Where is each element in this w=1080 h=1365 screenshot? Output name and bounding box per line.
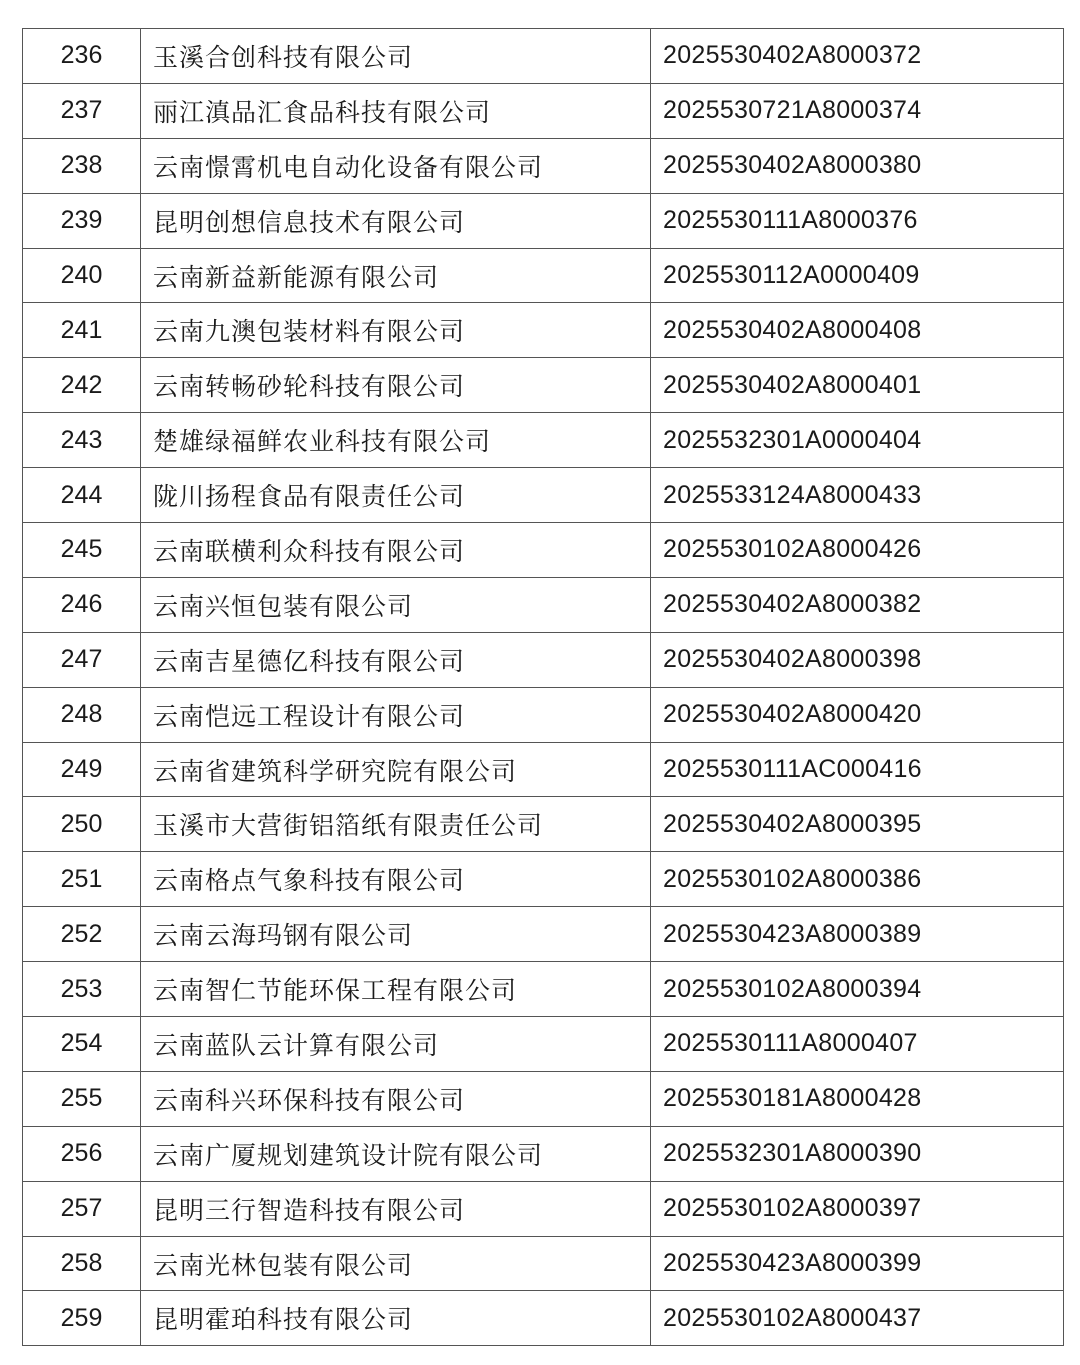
row-number: 245 — [23, 523, 141, 578]
row-number: 241 — [23, 303, 141, 358]
row-number: 236 — [23, 29, 141, 84]
company-name: 昆明三行智造科技有限公司 — [141, 1181, 651, 1236]
table-row — [23, 138, 1064, 193]
row-number: 259 — [23, 1291, 141, 1346]
company-name: 玉溪合创科技有限公司 — [141, 29, 651, 84]
company-name: 云南云海玛钢有限公司 — [141, 907, 651, 962]
registration-code: 2025530112A0000409 — [651, 248, 1064, 303]
registration-code: 2025530402A8000372 — [651, 29, 1064, 84]
registration-code: 2025530402A8000398 — [651, 632, 1064, 687]
table-row — [23, 577, 1064, 632]
company-name: 云南蓝队云计算有限公司 — [141, 1017, 651, 1072]
company-name: 昆明创想信息技术有限公司 — [141, 193, 651, 248]
company-name: 云南智仁节能环保工程有限公司 — [141, 962, 651, 1017]
row-number: 251 — [23, 852, 141, 907]
table-row — [23, 632, 1064, 687]
company-name: 云南省建筑科学研究院有限公司 — [141, 742, 651, 797]
row-number: 246 — [23, 577, 141, 632]
table-row — [23, 907, 1064, 962]
company-name: 云南九澳包装材料有限公司 — [141, 303, 651, 358]
registration-code: 2025530111AC000416 — [651, 742, 1064, 797]
table-row — [23, 962, 1064, 1017]
company-name: 云南憬霄机电自动化设备有限公司 — [141, 138, 651, 193]
registration-code: 2025530102A8000394 — [651, 962, 1064, 1017]
company-name: 云南恺远工程设计有限公司 — [141, 687, 651, 742]
company-name: 陇川扬程食品有限责任公司 — [141, 468, 651, 523]
registration-code: 2025532301A0000404 — [651, 413, 1064, 468]
registration-code: 2025530402A8000401 — [651, 358, 1064, 413]
company-list-table — [22, 28, 1064, 1346]
registration-code: 2025530102A8000437 — [651, 1291, 1064, 1346]
row-number: 249 — [23, 742, 141, 797]
registration-code: 2025530402A8000408 — [651, 303, 1064, 358]
table-row — [23, 1181, 1064, 1236]
table-row — [23, 413, 1064, 468]
table-row — [23, 29, 1064, 84]
table-row — [23, 468, 1064, 523]
company-name: 云南新益新能源有限公司 — [141, 248, 651, 303]
row-number: 237 — [23, 83, 141, 138]
company-name: 云南科兴环保科技有限公司 — [141, 1071, 651, 1126]
table-row — [23, 248, 1064, 303]
row-number: 248 — [23, 687, 141, 742]
registration-code: 2025530402A8000420 — [651, 687, 1064, 742]
row-number: 252 — [23, 907, 141, 962]
row-number: 257 — [23, 1181, 141, 1236]
registration-code: 2025530102A8000426 — [651, 523, 1064, 578]
table-row — [23, 523, 1064, 578]
registration-code: 2025530423A8000389 — [651, 907, 1064, 962]
company-name: 昆明霍珀科技有限公司 — [141, 1291, 651, 1346]
table-row — [23, 358, 1064, 413]
row-number: 242 — [23, 358, 141, 413]
company-name: 云南广厦规划建筑设计院有限公司 — [141, 1126, 651, 1181]
company-name: 云南兴恒包装有限公司 — [141, 577, 651, 632]
company-name: 云南联横利众科技有限公司 — [141, 523, 651, 578]
table-row — [23, 1291, 1064, 1346]
registration-code: 2025530181A8000428 — [651, 1071, 1064, 1126]
table-row — [23, 193, 1064, 248]
table-row — [23, 852, 1064, 907]
table-body — [23, 29, 1064, 1346]
table-row — [23, 797, 1064, 852]
row-number: 240 — [23, 248, 141, 303]
table-row — [23, 1236, 1064, 1291]
company-name: 云南格点气象科技有限公司 — [141, 852, 651, 907]
row-number: 253 — [23, 962, 141, 1017]
company-name: 云南光林包装有限公司 — [141, 1236, 651, 1291]
table-row — [23, 1071, 1064, 1126]
registration-code: 2025530402A8000382 — [651, 577, 1064, 632]
row-number: 256 — [23, 1126, 141, 1181]
registration-code: 2025530111A8000407 — [651, 1017, 1064, 1072]
row-number: 254 — [23, 1017, 141, 1072]
registration-code: 2025532301A8000390 — [651, 1126, 1064, 1181]
row-number: 255 — [23, 1071, 141, 1126]
company-name: 楚雄绿福鲜农业科技有限公司 — [141, 413, 651, 468]
registration-code: 2025530721A8000374 — [651, 83, 1064, 138]
row-number: 244 — [23, 468, 141, 523]
registration-code: 2025530423A8000399 — [651, 1236, 1064, 1291]
table-row — [23, 742, 1064, 797]
registration-code: 2025530102A8000397 — [651, 1181, 1064, 1236]
table-row — [23, 1017, 1064, 1072]
table-row — [23, 83, 1064, 138]
row-number: 247 — [23, 632, 141, 687]
registration-code: 2025533124A8000433 — [651, 468, 1064, 523]
table-row — [23, 687, 1064, 742]
registration-code: 2025530111A8000376 — [651, 193, 1064, 248]
company-name: 丽江滇品汇食品科技有限公司 — [141, 83, 651, 138]
registration-code: 2025530402A8000380 — [651, 138, 1064, 193]
company-name: 云南转畅砂轮科技有限公司 — [141, 358, 651, 413]
table-row — [23, 303, 1064, 358]
company-name: 玉溪市大营街铝箔纸有限责任公司 — [141, 797, 651, 852]
table-row — [23, 1126, 1064, 1181]
registration-code: 2025530102A8000386 — [651, 852, 1064, 907]
registration-code: 2025530402A8000395 — [651, 797, 1064, 852]
row-number: 238 — [23, 138, 141, 193]
company-name: 云南吉星德亿科技有限公司 — [141, 632, 651, 687]
row-number: 258 — [23, 1236, 141, 1291]
row-number: 243 — [23, 413, 141, 468]
row-number: 250 — [23, 797, 141, 852]
row-number: 239 — [23, 193, 141, 248]
